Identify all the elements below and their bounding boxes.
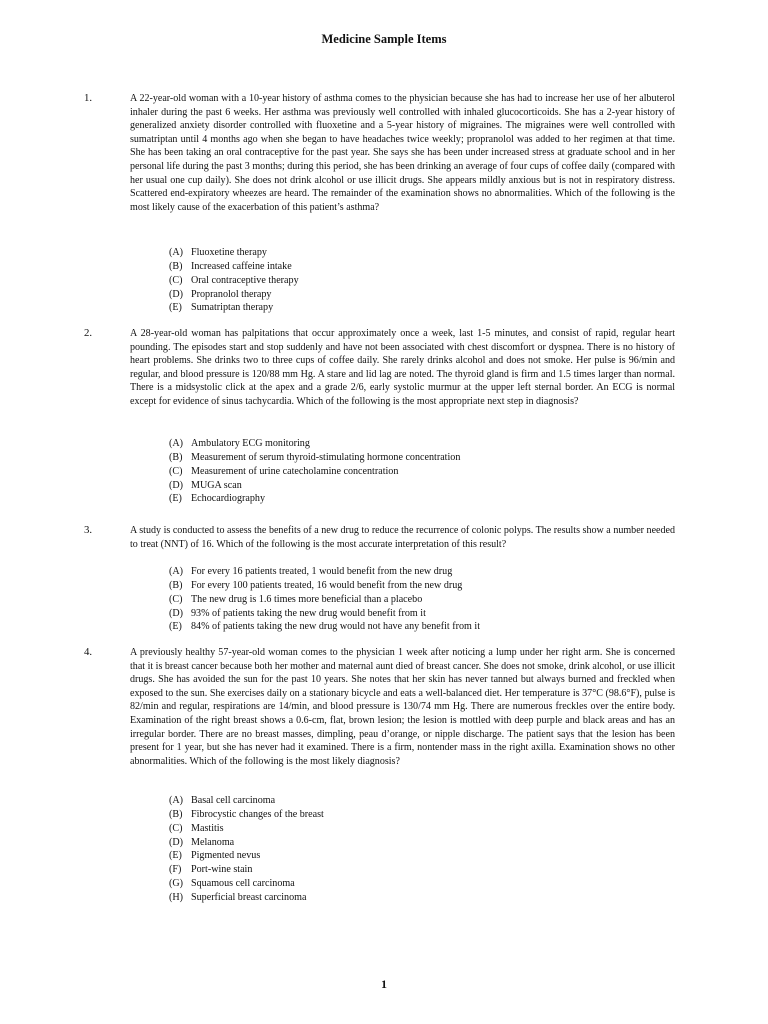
option-letter: (D) [169, 479, 184, 491]
option-text: Increased caffeine intake [191, 260, 292, 272]
option-text: MUGA scan [191, 479, 242, 491]
option-letter: (D) [169, 288, 184, 300]
answer-option [169, 863, 324, 877]
option-letter: (B) [169, 808, 183, 820]
option-text: Oral contraceptive therapy [191, 274, 299, 286]
question-stem: A previously healthy 57-year-old woman comes to the physician 1 week after noticing a lump under her right arm. She is concerned that it is breast cancer because both her mother and maternal aunt died of breast cancer. She does not smoke, drink alcohol, or use illicit drugs. She has avoided the sun for the past 10 years. She notes that her skin has never tanned but always burned and freckled when exposed to the sun. She exercises daily on a stationary bicycle and eats a well-balanced diet. Her temperature is 37°C (98.6°F), pulse is 82/min and regular, respirations are 14/min, and blood pressure is 130/74 mm Hg. There are numerous freckles over the entire body. Examination of the right breast shows a 0.6-cm, flat, brown lesion; the lesion is mottled with deep purple and black areas and has an irregular border. There are no breast masses, dimpling, peau d’orange, or nipple discharge. The patient says that the lesion has been present for 1 year, but she has never had it examined. There is a firm, nontender mass in the right axilla. Examination shows no other abnormalities. Which of the following is the most likely diagnosis? [130, 647, 675, 767]
option-text: 84% of patients taking the new drug would not have any benefit from it [191, 621, 481, 633]
answer-option [169, 260, 299, 274]
answer-option [169, 607, 480, 621]
question-stem: A study is conducted to assess the benefits of a new drug to reduce the recurrence of colonic polyps. The results show a number needed to treat (NNT) of 16. Which of the following is the most accurate interpretation of this result? [130, 525, 675, 550]
option-text: Superficial breast carcinoma [191, 891, 307, 903]
answer-option [169, 849, 324, 863]
question-number: 3. [84, 524, 93, 536]
option-text: Mastitis [191, 822, 224, 834]
option-letter: (D) [169, 836, 184, 848]
answer-option [169, 565, 480, 579]
option-letter: (H) [169, 891, 184, 903]
option-text: For every 16 patients treated, 1 would benefit from the new drug [191, 566, 453, 577]
option-text: Measurement of urine catecholamine concentration [191, 465, 399, 477]
answer-option [169, 891, 324, 905]
option-letter: (B) [169, 579, 183, 591]
answer-option [169, 288, 299, 302]
answer-options [169, 246, 299, 315]
answer-option [169, 465, 460, 479]
question-stem: A 22-year-old woman with a 10-year history of asthma comes to the physician because she has had to increase her use of her albuterol inhaler during the past 6 weeks. Her asthma was previously well controlled with inhaled glucocorticoids. She has a 2-year history of generalized anxiety disorder controlled with fluoxetine and a 5-year history of migraines. The migraines were well controlled with sumatriptan until 4 months ago when she began to have headaches twice weekly; propranolol was added to her regimen at that time. She has been taking an oral contraceptive for the past year. She says she has been under increased stress at graduate school and in her personal life during the past 3 months; during this period, she has been drinking an average of four cups of coffee daily (compared with her usual one cup daily). She does not drink alcohol or use illicit drugs. She appears mildly anxious but is not in respiratory distress. Scattered end-expiratory wheezes are heard. The remainder of the examination shows no abnormalities. Which of the following is the most likely cause of the exacerbation of this patient’s asthma? [130, 93, 675, 213]
option-text: Pigmented nevus [191, 850, 261, 862]
answer-option [169, 822, 324, 836]
option-text: The new drug is 1.6 times more beneficial than a placebo [191, 593, 423, 605]
option-letter: (G) [169, 878, 184, 890]
option-text: For every 100 patients treated, 16 would benefit from the new drug [191, 579, 463, 591]
answer-option [169, 274, 299, 288]
answer-option [169, 437, 460, 451]
option-letter: (E) [169, 621, 182, 633]
option-letter: (C) [169, 593, 183, 605]
option-letter: (A) [169, 566, 184, 577]
option-letter: (A) [169, 795, 184, 806]
answer-option [169, 579, 480, 593]
option-text: Basal cell carcinoma [191, 795, 276, 806]
option-letter: (B) [169, 451, 183, 463]
option-letter: (C) [169, 274, 183, 286]
option-letter: (E) [169, 850, 182, 862]
option-text: Fibrocystic changes of the breast [191, 808, 324, 820]
answer-option [169, 246, 299, 260]
answer-option [169, 836, 324, 850]
option-letter: (E) [169, 493, 182, 505]
answer-options [169, 794, 324, 905]
answer-option [169, 593, 480, 607]
option-text: Fluoxetine therapy [191, 247, 267, 258]
page-number: 1 [381, 977, 387, 991]
option-text: Ambulatory ECG monitoring [191, 438, 310, 449]
answer-option [169, 451, 460, 465]
option-letter: (B) [169, 260, 183, 272]
answer-option [169, 492, 460, 506]
answer-option [169, 479, 460, 493]
option-letter: (D) [169, 607, 184, 619]
option-letter: (E) [169, 302, 182, 314]
question-number: 1. [84, 92, 93, 104]
option-letter: (C) [169, 822, 183, 834]
answer-option [169, 620, 480, 634]
option-text: Squamous cell carcinoma [191, 878, 295, 890]
option-letter: (A) [169, 247, 184, 258]
answer-option [169, 877, 324, 891]
question-stem: A 28-year-old woman has palpitations that occur approximately once a week, last 1-5 minutes, and consist of rapid, regular heart pounding. The episodes start and stop suddenly and have not been associated with chest discomfort or dyspnea. There is no history of heart problems. She drinks two to three cups of coffee daily. She rarely drinks alcohol and does not smoke. Her pulse is 96/min and regular, and blood pressure is 120/88 mm Hg. A stare and lid lag are noted. The thyroid gland is firm and 1.5 times larger than normal. There is a midsystolic click at the apex and a grade 2/6, early systolic murmur at the upper left sternal border. An ECG is normal except for evidence of sinus tachycardia. Which of the following is the most appropriate next step in diagnosis? [130, 328, 675, 407]
option-text: Sumatriptan therapy [191, 302, 274, 314]
answer-option [169, 301, 299, 315]
page-title: Medicine Sample Items [321, 32, 447, 46]
question-number: 2. [84, 327, 93, 339]
answer-options [169, 437, 460, 506]
answer-option [169, 808, 324, 822]
option-letter: (F) [169, 864, 182, 876]
option-letter: (A) [169, 438, 184, 449]
option-text: Port-wine stain [191, 864, 253, 876]
option-text: Propranolol therapy [191, 288, 272, 300]
question-number: 4. [84, 646, 93, 658]
option-text: Echocardiography [191, 493, 265, 505]
option-text: Measurement of serum thyroid-stimulating hormone concentration [191, 451, 461, 463]
answer-option [169, 794, 324, 808]
option-text: Melanoma [191, 836, 235, 848]
answer-options [169, 565, 480, 634]
option-letter: (C) [169, 465, 183, 477]
option-text: 93% of patients taking the new drug would benefit from it [191, 607, 426, 619]
